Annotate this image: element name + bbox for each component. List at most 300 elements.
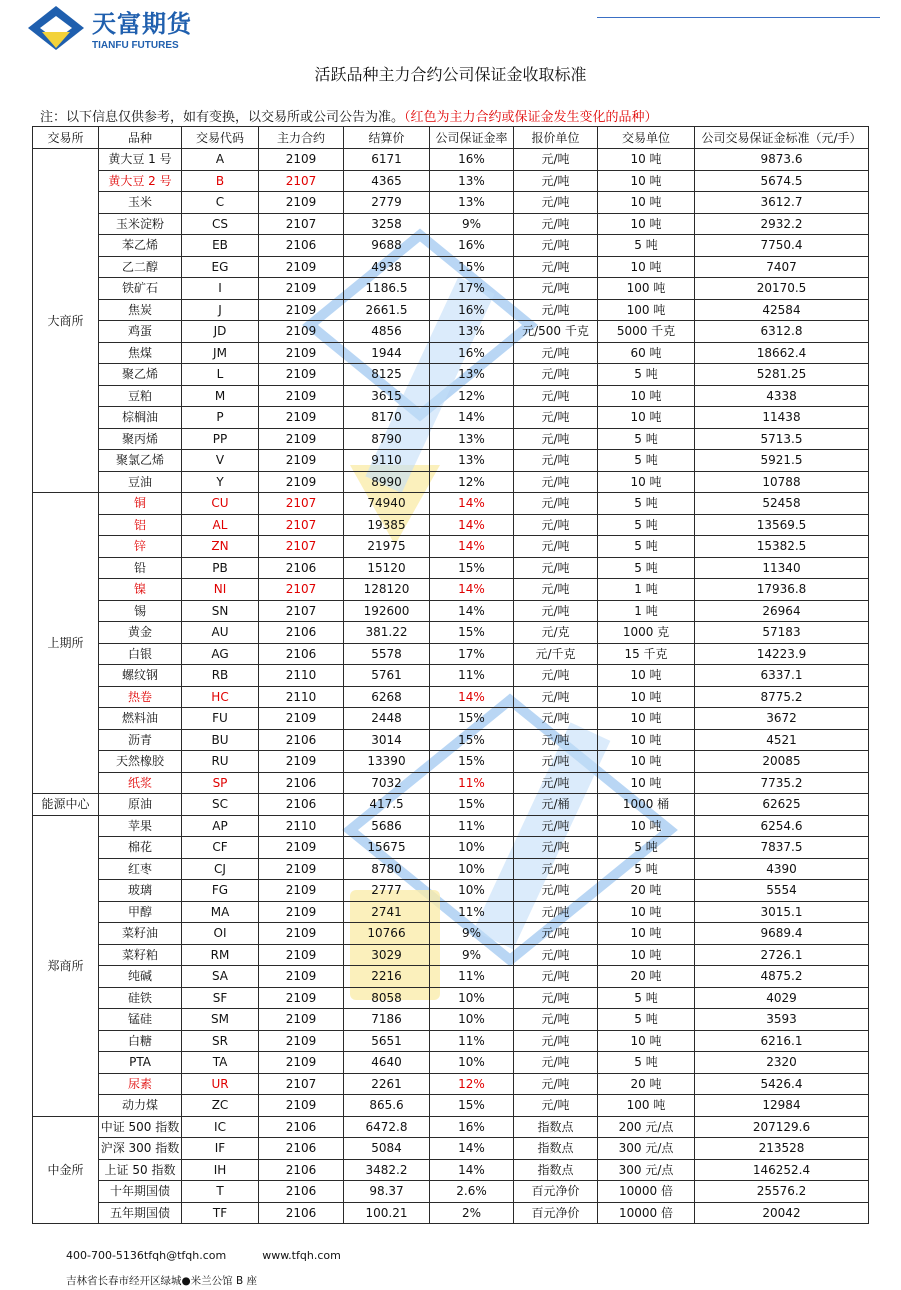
trade-unit-cell: 200 元/点 (598, 1116, 695, 1138)
price-cell: 7032 (344, 772, 430, 794)
rate-cell: 14% (430, 600, 514, 622)
quote-unit-cell: 元/吨 (514, 407, 598, 429)
rate-cell: 11% (430, 815, 514, 837)
product-cell: 焦煤 (99, 342, 182, 364)
quote-unit-cell: 元/吨 (514, 923, 598, 945)
price-cell: 8058 (344, 987, 430, 1009)
column-header-margin-rate: 公司保证金率 (430, 127, 514, 149)
product-cell: 豆油 (99, 471, 182, 493)
table-row (33, 321, 869, 343)
table-row (33, 579, 869, 601)
trade-unit-cell: 10 吨 (598, 256, 695, 278)
trade-unit-cell: 20 吨 (598, 1073, 695, 1095)
code-cell: IF (182, 1138, 259, 1160)
code-cell: JM (182, 342, 259, 364)
contract-cell: 2109 (259, 987, 344, 1009)
product-cell: PTA (99, 1052, 182, 1074)
price-cell: 4365 (344, 170, 430, 192)
rate-cell: 13% (430, 450, 514, 472)
rate-cell: 10% (430, 837, 514, 859)
product-cell: 黄大豆 2 号 (99, 170, 182, 192)
table-row (33, 686, 869, 708)
code-cell: SC (182, 794, 259, 816)
code-cell: A (182, 149, 259, 171)
price-cell: 100.21 (344, 1202, 430, 1224)
contract-cell: 2107 (259, 170, 344, 192)
rate-cell: 14% (430, 579, 514, 601)
code-cell: CF (182, 837, 259, 859)
code-cell: L (182, 364, 259, 386)
code-cell: SN (182, 600, 259, 622)
price-cell: 2261 (344, 1073, 430, 1095)
contract-cell: 2107 (259, 493, 344, 515)
product-cell: 铜 (99, 493, 182, 515)
rate-cell: 15% (430, 751, 514, 773)
code-cell: MA (182, 901, 259, 923)
exchange-cell: 上期所 (33, 493, 99, 794)
quote-unit-cell: 元/吨 (514, 944, 598, 966)
quote-unit-cell: 元/吨 (514, 213, 598, 235)
price-cell: 5761 (344, 665, 430, 687)
price-cell: 5578 (344, 643, 430, 665)
margin-cell: 7750.4 (695, 235, 869, 257)
column-header-code: 交易代码 (182, 127, 259, 149)
price-cell: 9110 (344, 450, 430, 472)
price-cell: 5651 (344, 1030, 430, 1052)
product-cell: 苯乙烯 (99, 235, 182, 257)
margin-cell: 12984 (695, 1095, 869, 1117)
quote-unit-cell: 指数点 (514, 1116, 598, 1138)
contract-cell: 2106 (259, 729, 344, 751)
code-cell: RM (182, 944, 259, 966)
trade-unit-cell: 1000 克 (598, 622, 695, 644)
trade-unit-cell: 1000 桶 (598, 794, 695, 816)
margin-cell: 2726.1 (695, 944, 869, 966)
column-header-contract: 主力合约 (259, 127, 344, 149)
quote-unit-cell: 元/吨 (514, 299, 598, 321)
table-row (33, 1116, 869, 1138)
code-cell: BU (182, 729, 259, 751)
trade-unit-cell: 20 吨 (598, 966, 695, 988)
table-row (33, 536, 869, 558)
margin-cell: 4338 (695, 385, 869, 407)
contract-cell: 2106 (259, 1181, 344, 1203)
quote-unit-cell: 元/吨 (514, 708, 598, 730)
table-row (33, 514, 869, 536)
trade-unit-cell: 10 吨 (598, 665, 695, 687)
price-cell: 15675 (344, 837, 430, 859)
trade-unit-cell: 10 吨 (598, 815, 695, 837)
footer-contact (66, 1249, 377, 1262)
trade-unit-cell: 10 吨 (598, 149, 695, 171)
price-cell: 9688 (344, 235, 430, 257)
rate-cell: 14% (430, 686, 514, 708)
rate-cell: 10% (430, 880, 514, 902)
table-body (33, 149, 869, 1224)
product-cell: 纯碱 (99, 966, 182, 988)
rate-cell: 16% (430, 149, 514, 171)
contract-cell: 2109 (259, 407, 344, 429)
margin-cell: 9689.4 (695, 923, 869, 945)
code-cell: FU (182, 708, 259, 730)
quote-unit-cell: 元/吨 (514, 987, 598, 1009)
price-cell: 3615 (344, 385, 430, 407)
trade-unit-cell: 5 吨 (598, 1009, 695, 1031)
contract-cell: 2109 (259, 944, 344, 966)
price-cell: 10766 (344, 923, 430, 945)
table-row (33, 858, 869, 880)
code-cell: HC (182, 686, 259, 708)
table-row (33, 880, 869, 902)
product-cell: 白银 (99, 643, 182, 665)
exchange-cell: 中金所 (33, 1116, 99, 1224)
margin-cell: 20085 (695, 751, 869, 773)
trade-unit-cell: 10 吨 (598, 923, 695, 945)
code-cell: EG (182, 256, 259, 278)
column-header-margin-standard: 公司交易保证金标准（元/手） (695, 127, 869, 149)
quote-unit-cell: 元/吨 (514, 170, 598, 192)
trade-unit-cell: 5 吨 (598, 1052, 695, 1074)
code-cell: AP (182, 815, 259, 837)
contract-cell: 2109 (259, 901, 344, 923)
column-header-trade-unit: 交易单位 (598, 127, 695, 149)
table-row (33, 794, 869, 816)
table-row (33, 837, 869, 859)
margin-cell: 7735.2 (695, 772, 869, 794)
price-cell: 6472.8 (344, 1116, 430, 1138)
contract-cell: 2109 (259, 1009, 344, 1031)
table-row (33, 192, 869, 214)
quote-unit-cell: 元/千克 (514, 643, 598, 665)
margin-cell: 6254.6 (695, 815, 869, 837)
code-cell: RU (182, 751, 259, 773)
trade-unit-cell: 5 吨 (598, 364, 695, 386)
quote-unit-cell: 指数点 (514, 1159, 598, 1181)
margin-cell: 14223.9 (695, 643, 869, 665)
rate-cell: 9% (430, 213, 514, 235)
table-row (33, 1009, 869, 1031)
margin-cell: 5554 (695, 880, 869, 902)
footer-address: 吉林省长春市经开区绿城●米兰公馆 B 座 (66, 1275, 258, 1287)
price-cell: 1944 (344, 342, 430, 364)
product-cell: 天然橡胶 (99, 751, 182, 773)
price-cell: 8790 (344, 428, 430, 450)
contract-cell: 2109 (259, 923, 344, 945)
price-cell: 3258 (344, 213, 430, 235)
trade-unit-cell: 1 吨 (598, 600, 695, 622)
code-cell: ZN (182, 536, 259, 558)
price-cell: 4856 (344, 321, 430, 343)
table-row (33, 213, 869, 235)
margin-cell: 18662.4 (695, 342, 869, 364)
rate-cell: 15% (430, 622, 514, 644)
table-row (33, 149, 869, 171)
quote-unit-cell: 元/吨 (514, 1073, 598, 1095)
margin-cell: 213528 (695, 1138, 869, 1160)
margin-cell: 26964 (695, 600, 869, 622)
trade-unit-cell: 15 千克 (598, 643, 695, 665)
logo-mark-icon (26, 4, 86, 54)
price-cell: 98.37 (344, 1181, 430, 1203)
table-row (33, 1073, 869, 1095)
rate-cell: 16% (430, 342, 514, 364)
rate-cell: 13% (430, 321, 514, 343)
table-row (33, 772, 869, 794)
trade-unit-cell: 5 吨 (598, 536, 695, 558)
rate-cell: 15% (430, 708, 514, 730)
margin-cell: 3015.1 (695, 901, 869, 923)
table-row (33, 428, 869, 450)
product-cell: 菜籽粕 (99, 944, 182, 966)
product-cell: 黄金 (99, 622, 182, 644)
quote-unit-cell: 元/吨 (514, 729, 598, 751)
page-title: 活跃品种主力合约公司保证金收取标准 (314, 65, 587, 84)
product-cell: 苹果 (99, 815, 182, 837)
table-row (33, 815, 869, 837)
contract-cell: 2109 (259, 342, 344, 364)
price-cell: 2448 (344, 708, 430, 730)
price-cell: 4640 (344, 1052, 430, 1074)
contract-cell: 2109 (259, 1095, 344, 1117)
contract-cell: 2106 (259, 643, 344, 665)
margin-cell: 4390 (695, 858, 869, 880)
product-cell: 螺纹钢 (99, 665, 182, 687)
price-cell: 8125 (344, 364, 430, 386)
contract-cell: 2107 (259, 600, 344, 622)
trade-unit-cell: 100 吨 (598, 1095, 695, 1117)
logo-chinese-name: 天富期货 (92, 10, 192, 38)
rate-cell: 10% (430, 1009, 514, 1031)
trade-unit-cell: 5 吨 (598, 858, 695, 880)
trade-unit-cell: 10 吨 (598, 471, 695, 493)
quote-unit-cell: 元/吨 (514, 772, 598, 794)
rate-cell: 14% (430, 514, 514, 536)
quote-unit-cell: 元/桶 (514, 794, 598, 816)
margin-cell: 25576.2 (695, 1181, 869, 1203)
rate-cell: 9% (430, 923, 514, 945)
contract-cell: 2109 (259, 858, 344, 880)
price-cell: 128120 (344, 579, 430, 601)
trade-unit-cell: 10 吨 (598, 213, 695, 235)
code-cell: V (182, 450, 259, 472)
product-cell: 动力煤 (99, 1095, 182, 1117)
contract-cell: 2109 (259, 278, 344, 300)
code-cell: CS (182, 213, 259, 235)
product-cell: 聚氯乙烯 (99, 450, 182, 472)
price-cell: 21975 (344, 536, 430, 558)
rate-cell: 9% (430, 944, 514, 966)
quote-unit-cell: 元/吨 (514, 385, 598, 407)
table-row (33, 342, 869, 364)
price-cell: 1186.5 (344, 278, 430, 300)
code-cell: UR (182, 1073, 259, 1095)
table-row (33, 299, 869, 321)
product-cell: 甲醇 (99, 901, 182, 923)
product-cell: 沪深 300 指数 (99, 1138, 182, 1160)
quote-unit-cell: 元/吨 (514, 858, 598, 880)
table-row (33, 751, 869, 773)
trade-unit-cell: 10 吨 (598, 686, 695, 708)
code-cell: SP (182, 772, 259, 794)
price-cell: 2661.5 (344, 299, 430, 321)
footer-website: www.tfqh.com (262, 1249, 341, 1262)
price-cell: 2216 (344, 966, 430, 988)
code-cell: PP (182, 428, 259, 450)
margin-cell: 7407 (695, 256, 869, 278)
margin-cell: 6337.1 (695, 665, 869, 687)
price-cell: 6268 (344, 686, 430, 708)
quote-unit-cell: 百元净价 (514, 1181, 598, 1203)
rate-cell: 15% (430, 557, 514, 579)
quote-unit-cell: 元/500 千克 (514, 321, 598, 343)
product-cell: 白糖 (99, 1030, 182, 1052)
code-cell: TF (182, 1202, 259, 1224)
quote-unit-cell: 元/吨 (514, 579, 598, 601)
table-row (33, 944, 869, 966)
quote-unit-cell: 元/吨 (514, 364, 598, 386)
product-cell: 棕榈油 (99, 407, 182, 429)
rate-cell: 14% (430, 407, 514, 429)
product-cell: 尿素 (99, 1073, 182, 1095)
contract-cell: 2106 (259, 557, 344, 579)
code-cell: IC (182, 1116, 259, 1138)
table-row (33, 364, 869, 386)
price-cell: 4938 (344, 256, 430, 278)
rate-cell: 14% (430, 1138, 514, 1160)
rate-cell: 13% (430, 170, 514, 192)
table-row (33, 729, 869, 751)
rate-cell: 12% (430, 385, 514, 407)
margin-cell: 5281.25 (695, 364, 869, 386)
contract-cell: 2107 (259, 579, 344, 601)
margin-cell: 42584 (695, 299, 869, 321)
quote-unit-cell: 元/吨 (514, 600, 598, 622)
trade-unit-cell: 10000 倍 (598, 1202, 695, 1224)
trade-unit-cell: 10 吨 (598, 407, 695, 429)
price-cell: 8170 (344, 407, 430, 429)
product-cell: 豆粕 (99, 385, 182, 407)
contract-cell: 2109 (259, 751, 344, 773)
note-red-text: （红色为主力合约或保证金发生变化的品种） (404, 110, 658, 125)
rate-cell: 14% (430, 536, 514, 558)
contract-cell: 2110 (259, 815, 344, 837)
code-cell: EB (182, 235, 259, 257)
rate-cell: 12% (430, 1073, 514, 1095)
price-cell: 192600 (344, 600, 430, 622)
table-row (33, 622, 869, 644)
margin-cell: 2320 (695, 1052, 869, 1074)
product-cell: 黄大豆 1 号 (99, 149, 182, 171)
code-cell: TA (182, 1052, 259, 1074)
contract-cell: 2107 (259, 536, 344, 558)
product-cell: 十年期国债 (99, 1181, 182, 1203)
product-cell: 菜籽油 (99, 923, 182, 945)
price-cell: 7186 (344, 1009, 430, 1031)
trade-unit-cell: 5 吨 (598, 837, 695, 859)
price-cell: 2741 (344, 901, 430, 923)
quote-unit-cell: 指数点 (514, 1138, 598, 1160)
contract-cell: 2109 (259, 708, 344, 730)
contract-cell: 2109 (259, 299, 344, 321)
trade-unit-cell: 10 吨 (598, 751, 695, 773)
rate-cell: 15% (430, 729, 514, 751)
contract-cell: 2109 (259, 471, 344, 493)
contract-cell: 2106 (259, 1159, 344, 1181)
trade-unit-cell: 10 吨 (598, 729, 695, 751)
contract-cell: 2109 (259, 364, 344, 386)
table-row (33, 923, 869, 945)
rate-cell: 2% (430, 1202, 514, 1224)
quote-unit-cell: 元/吨 (514, 901, 598, 923)
rate-cell: 10% (430, 987, 514, 1009)
table-row (33, 665, 869, 687)
product-cell: 棉花 (99, 837, 182, 859)
contract-cell: 2106 (259, 1138, 344, 1160)
margin-cell: 146252.4 (695, 1159, 869, 1181)
trade-unit-cell: 100 吨 (598, 278, 695, 300)
table-row (33, 901, 869, 923)
trade-unit-cell: 10 吨 (598, 1030, 695, 1052)
price-cell: 8990 (344, 471, 430, 493)
trade-unit-cell: 1 吨 (598, 579, 695, 601)
code-cell: CU (182, 493, 259, 515)
margin-cell: 4875.2 (695, 966, 869, 988)
margin-cell: 3593 (695, 1009, 869, 1031)
rate-cell: 15% (430, 794, 514, 816)
contract-cell: 2109 (259, 837, 344, 859)
table-row (33, 966, 869, 988)
table-row (33, 493, 869, 515)
table-row (33, 1202, 869, 1224)
table-row (33, 1159, 869, 1181)
contract-cell: 2106 (259, 1202, 344, 1224)
product-cell: 原油 (99, 794, 182, 816)
product-cell: 聚丙烯 (99, 428, 182, 450)
disclaimer-note (40, 106, 658, 125)
product-cell: 乙二醇 (99, 256, 182, 278)
table-row (33, 708, 869, 730)
quote-unit-cell: 元/吨 (514, 1009, 598, 1031)
quote-unit-cell: 元/吨 (514, 837, 598, 859)
contract-cell: 2109 (259, 192, 344, 214)
price-cell: 417.5 (344, 794, 430, 816)
quote-unit-cell: 元/克 (514, 622, 598, 644)
code-cell: IH (182, 1159, 259, 1181)
contract-cell: 2109 (259, 256, 344, 278)
contract-cell: 2109 (259, 450, 344, 472)
margin-cell: 57183 (695, 622, 869, 644)
rate-cell: 2.6% (430, 1181, 514, 1203)
margin-cell: 6216.1 (695, 1030, 869, 1052)
quote-unit-cell: 元/吨 (514, 536, 598, 558)
table-row (33, 407, 869, 429)
product-cell: 锡 (99, 600, 182, 622)
rate-cell: 11% (430, 966, 514, 988)
price-cell: 2777 (344, 880, 430, 902)
quote-unit-cell: 元/吨 (514, 342, 598, 364)
company-logo (26, 4, 206, 54)
product-cell: 铁矿石 (99, 278, 182, 300)
margin-cell: 15382.5 (695, 536, 869, 558)
margin-cell: 2932.2 (695, 213, 869, 235)
table-row (33, 1138, 869, 1160)
margin-cell: 5921.5 (695, 450, 869, 472)
table-row (33, 557, 869, 579)
table-row (33, 1030, 869, 1052)
trade-unit-cell: 5 吨 (598, 557, 695, 579)
table-row (33, 987, 869, 1009)
quote-unit-cell: 元/吨 (514, 815, 598, 837)
